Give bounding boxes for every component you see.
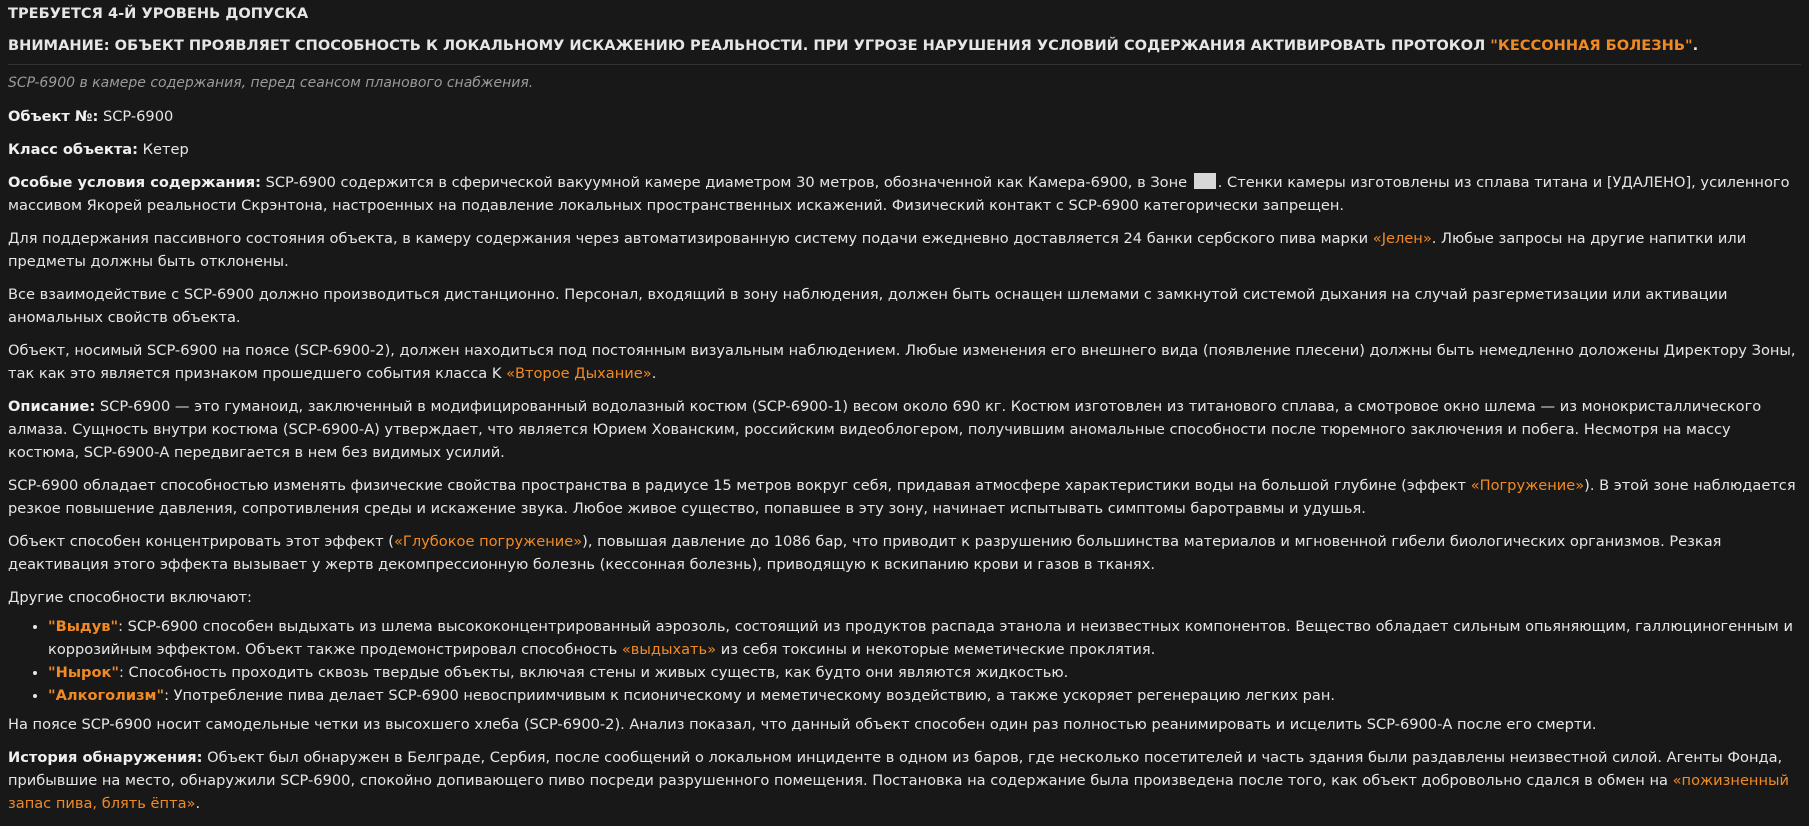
description-paragraph-2 [8, 474, 1801, 520]
object-class-label: Класс объекта: [8, 141, 138, 158]
list-item [48, 684, 1801, 707]
object-number [8, 105, 1801, 128]
warning-header [8, 34, 1801, 58]
redacted-block [1194, 173, 1216, 189]
description-text: ). В этой зоне наблюдается резкое повышение давления, сопротивления среды и искажение звука. Любое живое существо, попавшее в эту зону, начинает испытывать симптомы баротравмы и удушья. [8, 477, 1796, 517]
abilities-list [8, 615, 1801, 707]
description-text: Объект способен концентрировать этот эффект ( [8, 533, 394, 550]
clearance-header: ТРЕБУЕТСЯ 4-Й УРОВЕНЬ ДОПУСКА [8, 5, 309, 22]
image-caption: SCP-6900 в камере содержания, перед сеансом планового снабжения. [8, 75, 534, 91]
abilities-intro: Другие способности включают: [8, 589, 252, 606]
object-class [8, 138, 1801, 161]
ability-name: "Выдув" [48, 618, 119, 635]
jelen-link[interactable]: «Jелен» [1372, 230, 1432, 247]
object-class-value: Кетер [137, 141, 189, 158]
history-label: История обнаружения: [8, 749, 203, 766]
description-paragraph-1 [8, 395, 1801, 464]
warning-end: . [1692, 37, 1699, 54]
immersion-link[interactable]: «Погружение» [1470, 477, 1585, 494]
ability-text: : Употребление пива делает SCP-6900 невосприимчивым к псионическому и меметическому воздействию, а также ускоряет регенерацию легких ран. [164, 687, 1336, 704]
containment-text: . Стенки камеры изготовлены из сплава титана и [УДАЛЕНО], усиленного массивом Якорей реальности Скрэнтона, настроенных на подавление локальных пространственных искажений. Физический контакт с SCP-6900 категорически запрещен. [8, 174, 1790, 214]
containment-text: . [651, 365, 657, 382]
ability-name: "Нырок" [48, 664, 119, 681]
containment-text: Объект, носимый SCP-6900 на поясе (SCP-6900-2), должен находиться под постоянным визуальным наблюдением. Любые изменения его внешнего вида (появление плесени) должны быть немедленно доложены Директору Зоны, так как это является признаком прошедшего события класса K [8, 342, 1796, 382]
containment-text: . Любые запросы на другие напитки или предметы должны быть отклонены. [8, 230, 1747, 270]
ability-text: : SCP-6900 способен выдыхать из шлема высококонцентрированный аэрозоль, состоящий из продуктов распада этанола и неизвестных компонентов. Вещество обладает сильным опьяняющим, галлюциногенным и коррозийным эффектом. Объект также продемонстрировал способность [48, 618, 1793, 658]
containment-paragraph-4 [8, 339, 1801, 385]
description-label: Описание: [8, 398, 96, 415]
warning-text: ВНИМАНИЕ: ОБЪЕКТ ПРОЯВЛЯЕТ СПОСОБНОСТЬ К ЛОКАЛЬНОМУ ИСКАЖЕНИЮ РЕАЛЬНОСТИ. ПРИ УГРОЗЕ НАРУШЕНИЯ УСЛОВИЙ СОДЕРЖАНИЯ АКТИВИРОВАТЬ ПРОТОКОЛ [8, 37, 1491, 54]
description-text: ), повышая давление до 1086 бар, что приводит к разрушению большинства материалов и мгновенной гибели биологических организмов. Резкая деактивация этого эффекта вызывает у жертв декомпрессионную болезнь (кессонная болезнь), приводящую к вскипанию крови и газов в тканях. [8, 533, 1722, 573]
ability-text: : Способность проходить сквозь твердые объекты, включая стены и живых существ, как будто они являются жидкостью. [119, 664, 1069, 681]
protocol-link[interactable]: "КЕССОННАЯ БОЛЕЗНЬ" [1490, 37, 1693, 54]
containment-paragraph-2 [8, 227, 1801, 273]
beer-supply-link[interactable]: «пожизненный запас пива, блять ёпта» [8, 772, 1790, 812]
containment-text: SCP-6900 содержится в сферической вакуумной камере диаметром 30 метров, обозначенной как Камера-6900, в Зоне [260, 174, 1192, 191]
second-breath-link[interactable]: «Второе Дыхание» [506, 365, 652, 382]
description-text: SCP-6900 — это гуманоид, заключенный в модифицированный водолазный костюм (SCP-6900-1) весом около 690 кг. Костюм изготовлен из титанового сплава, а смотровое окно шлема — из монокристаллического алмаза. Сущность внутри костюма (SCP-6900-А) утверждает, что является Юрием Хованским, российским видеоблогером, получившим аномальные способности после тюремного заключения и побега. Несмотря на массу костюма, SCP-6900-А передвигается в нем без видимых усилий. [8, 398, 1762, 461]
deep-immersion-link[interactable]: «Глубокое погружение» [393, 533, 583, 550]
object-number-value: SCP-6900 [98, 108, 174, 125]
list-item [48, 661, 1801, 684]
containment-label: Особые условия содержания: [8, 174, 261, 191]
containment-paragraph-3: Все взаимодействие с SCP-6900 должно производиться дистанционно. Персонал, входящий в зону наблюдения, должен быть оснащен шлемами с замкнутой системой дыхания на случай разгерметизации или активации аномальных свойств объекта. [8, 286, 1728, 326]
description-text: SCP-6900 обладает способностью изменять физические свойства пространства в радиусе 15 метров вокруг себя, придавая атмосфере характеристики воды на большой глубине (эффект [8, 477, 1471, 494]
object-number-label: Объект №: [8, 108, 99, 125]
containment-text: Для поддержания пассивного состояния объекта, в камеру содержания через автоматизированную систему подачи ежедневно доставляется 24 банки сербского пива марки [8, 230, 1373, 247]
ability-text: из себя токсины и некоторые меметические проклятия. [716, 641, 1156, 658]
exhale-link[interactable]: «выдыхать» [621, 641, 717, 658]
history-paragraph [8, 746, 1801, 815]
history-end: . [195, 795, 201, 812]
list-item [48, 615, 1801, 661]
belt-paragraph: На поясе SCP-6900 носит самодельные четки из высохшего хлеба (SCP-6900-2). Анализ показал, что данный объект способен один раз полностью реанимировать и исцелить SCP-6900-А после его смерти. [8, 716, 1597, 733]
divider [8, 64, 1801, 65]
history-text: Объект был обнаружен в Белграде, Сербия, после сообщений о локальном инциденте в одном из баров, где несколько посетителей и часть здания были раздавлены неизвестной силой. Агенты Фонда, прибывшие на место, обнаружили SCP-6900, спокойно допивающего пиво посреди разрушенного помещения. Постановка на содержание была произведена после того, как объект добровольно сдался в обмен на [8, 749, 1783, 789]
containment-paragraph-1 [8, 171, 1801, 217]
scp-document [8, 2, 1801, 815]
ability-name: "Алкоголизм" [48, 687, 165, 704]
description-paragraph-3 [8, 530, 1801, 576]
